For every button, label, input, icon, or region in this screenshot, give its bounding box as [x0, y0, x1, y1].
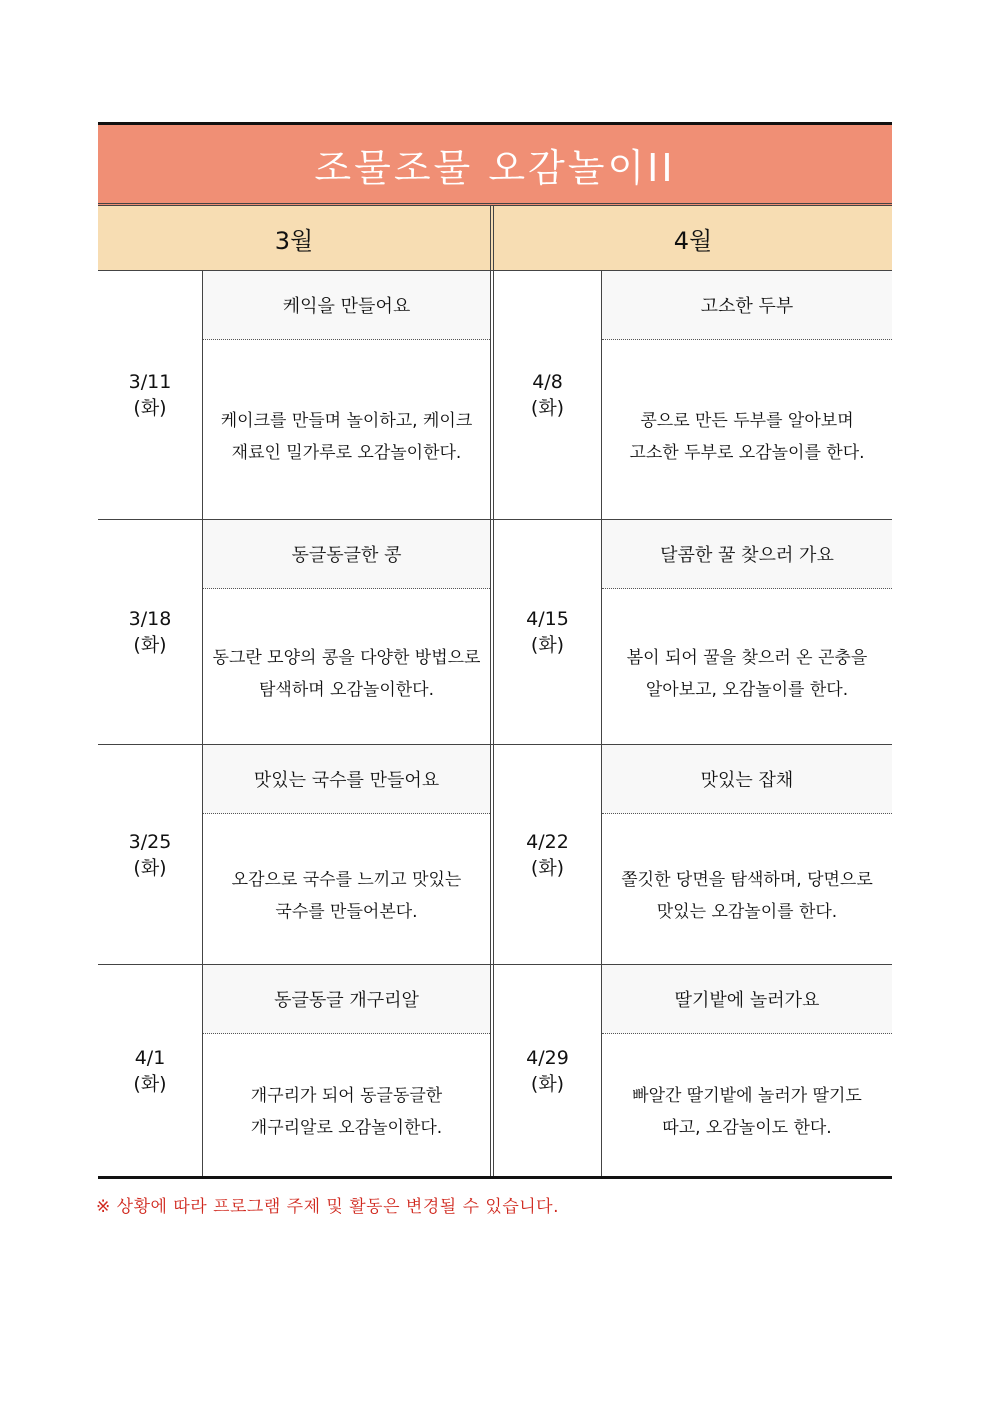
day-text: (화) [530, 856, 565, 879]
date-cell [98, 271, 203, 519]
date-cell [494, 520, 602, 744]
activity-cell [98, 271, 494, 519]
week-row-2 [98, 519, 892, 744]
date-text: 4/1 [134, 1046, 166, 1069]
activity-description: 빠알간 딸기밭에 놀러가 딸기도 따고, 오감놀이도 한다. [632, 1086, 862, 1138]
day-text: (화) [133, 856, 167, 879]
day-text: (화) [133, 1072, 167, 1095]
week-row-1 [98, 270, 892, 519]
day-text: (화) [530, 1072, 565, 1095]
activity-title: 동글동글한 콩 [203, 520, 490, 589]
day-text: (화) [133, 634, 167, 656]
activity-description: 동그란 모양의 콩을 다양한 방법으로 탐색하며 오감놀이한다. [212, 647, 481, 700]
activity-title: 케익을 만들어요 [203, 271, 490, 340]
activity-title: 딸기밭에 놀러가요 [602, 965, 892, 1034]
date-cell [494, 965, 602, 1176]
table-bottom-rule [98, 1176, 892, 1179]
date-text: 4/22 [526, 830, 569, 853]
activity-description: 쫄깃한 당면을 탐색하며, 당면으로 맛있는 오감놀이를 한다. [621, 870, 873, 922]
day-text: (화) [530, 397, 565, 419]
activity-title: 맛있는 잡채 [602, 745, 892, 814]
page-title: 조물조물 오감놀이II [314, 145, 676, 190]
date-text: 3/11 [128, 371, 172, 393]
activity-title: 달콤한 꿀 찾으러 가요 [602, 520, 892, 589]
activity-cell [494, 271, 892, 519]
date-text: 3/18 [128, 608, 172, 630]
month-header-april: 4월 [673, 226, 713, 255]
activity-cell [98, 745, 494, 964]
date-text: 3/25 [128, 830, 172, 853]
activity-cell [494, 520, 892, 744]
activity-title: 고소한 두부 [602, 271, 892, 340]
date-cell [494, 745, 602, 964]
date-text: 4/15 [526, 608, 569, 630]
week-row-4 [98, 964, 892, 1176]
date-text: 4/29 [526, 1046, 569, 1069]
schedule-table [98, 122, 892, 1179]
activity-description: 케이크를 만들며 놀이하고, 케이크 재료인 밀가루로 오감놀이한다. [220, 410, 473, 463]
activity-title: 맛있는 국수를 만들어요 [203, 745, 490, 814]
month-header-row [98, 206, 892, 270]
activity-cell [98, 965, 494, 1176]
activity-description: 오감으로 국수를 느끼고 맛있는 국수를 만들어본다. [231, 870, 462, 922]
activity-description: 개구리가 되어 동글동글한 개구리알로 오감놀이한다. [250, 1086, 443, 1138]
month-header-march: 3월 [98, 206, 494, 270]
day-text: (화) [530, 634, 565, 656]
activity-cell [494, 745, 892, 964]
date-cell [98, 965, 203, 1176]
week-row-3 [98, 744, 892, 964]
date-cell [98, 745, 203, 964]
date-cell [494, 271, 602, 519]
activity-description: 콩으로 만든 두부를 알아보며 고소한 두부로 오감놀이를 한다. [629, 410, 865, 463]
activity-description: 봄이 되어 꿀을 찾으러 온 곤충을 알아보고, 오감놀이를 한다. [626, 647, 868, 700]
footnote: ※ 상황에 따라 프로그램 주제 및 활동은 변경될 수 있습니다. [96, 1197, 559, 1217]
day-text: (화) [133, 397, 167, 419]
activity-cell [98, 520, 494, 744]
activity-title: 동글동글 개구리알 [203, 965, 490, 1034]
title-bar [98, 122, 892, 206]
date-cell [98, 520, 203, 744]
activity-cell [494, 965, 892, 1176]
date-text: 4/8 [532, 371, 563, 393]
